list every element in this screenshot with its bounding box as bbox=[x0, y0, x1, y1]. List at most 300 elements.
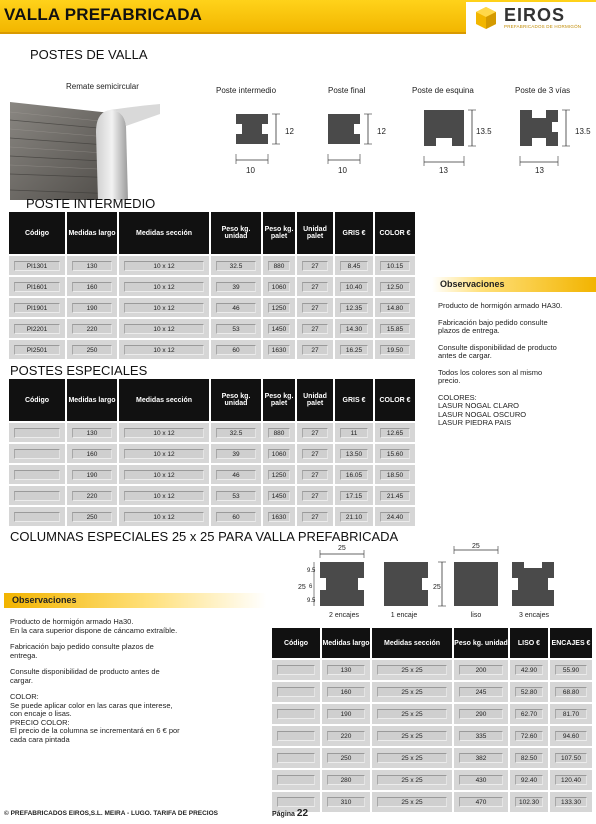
cell-value: 190 bbox=[327, 709, 365, 719]
cell-value: 32.5 bbox=[216, 261, 256, 271]
table-cell bbox=[272, 680, 322, 702]
table-cell bbox=[67, 275, 119, 296]
cell-value: 53 bbox=[216, 491, 256, 501]
cell-value bbox=[277, 687, 315, 697]
cell-value: 220 bbox=[72, 491, 112, 501]
table-cell bbox=[211, 317, 263, 338]
cell-value: 25 x 25 bbox=[377, 775, 447, 785]
cell-value: 62.70 bbox=[515, 709, 543, 719]
dim-3vias-height: 13.5 bbox=[575, 127, 591, 136]
column-header: Peso kg. unidad bbox=[454, 628, 510, 658]
table-cell bbox=[263, 421, 297, 442]
table-row bbox=[9, 484, 415, 505]
table-cell bbox=[119, 338, 211, 359]
cell-value: 27 bbox=[302, 261, 328, 271]
table-row bbox=[272, 768, 592, 790]
cell-value: 68.80 bbox=[555, 687, 587, 697]
observaciones-header-2 bbox=[4, 593, 266, 608]
cell-value bbox=[14, 470, 60, 480]
column-header: COLOR € bbox=[375, 379, 415, 421]
table-cell bbox=[322, 746, 372, 768]
table-cell bbox=[375, 275, 415, 296]
footer-page bbox=[272, 808, 308, 819]
table-cell bbox=[67, 421, 119, 442]
table-cell bbox=[297, 317, 335, 338]
profile-label-intermedio: Poste intermedio bbox=[216, 86, 277, 95]
cell-value: 55.90 bbox=[555, 665, 587, 675]
table-cell bbox=[510, 724, 550, 746]
table-cell bbox=[335, 484, 375, 505]
cell-value: 310 bbox=[327, 797, 365, 807]
table-cell bbox=[9, 254, 67, 275]
table-cell bbox=[335, 442, 375, 463]
section-title-columnas: COLUMNAS ESPECIALES 25 x 25 PARA VALLA PREFABRICADA bbox=[10, 529, 399, 544]
table-row bbox=[9, 338, 415, 359]
table-cell bbox=[375, 317, 415, 338]
cell-value: 92.40 bbox=[515, 775, 543, 785]
section-title-postes: POSTES DE VALLA bbox=[30, 47, 148, 62]
table-row bbox=[9, 463, 415, 484]
profile-esquina-diagram bbox=[418, 104, 498, 180]
profile-label-esquina: Poste de esquina bbox=[412, 86, 474, 95]
cell-value: 160 bbox=[72, 449, 112, 459]
table-cell bbox=[119, 484, 211, 505]
observation-paragraph: Consulte disponibilidad de producto antes de cargar. bbox=[438, 342, 557, 360]
cell-value: 12.35 bbox=[340, 303, 368, 313]
table-cell bbox=[335, 463, 375, 484]
cell-value: 72.60 bbox=[515, 731, 543, 741]
dim-columna-top-1: 25 bbox=[338, 545, 346, 552]
column-header: Código bbox=[272, 628, 322, 658]
table-cell bbox=[9, 317, 67, 338]
profile-label-3vias: Poste de 3 vías bbox=[515, 86, 571, 95]
cell-value: 382 bbox=[459, 753, 503, 763]
table-cell bbox=[322, 658, 372, 680]
cell-value: 10 x 12 bbox=[124, 345, 204, 355]
table-row bbox=[9, 421, 415, 442]
table-row bbox=[272, 680, 592, 702]
table-row bbox=[9, 442, 415, 463]
column-header: Medidas largo bbox=[67, 379, 119, 421]
table-cell bbox=[67, 254, 119, 275]
columna-type-liso: liso bbox=[470, 612, 482, 619]
cell-value: 10 x 12 bbox=[124, 470, 204, 480]
cell-value: 25 x 25 bbox=[377, 665, 447, 675]
cell-value: 81.70 bbox=[555, 709, 587, 719]
column-header: Peso kg. palet bbox=[263, 212, 297, 254]
cell-value: 16.05 bbox=[340, 470, 368, 480]
table-row bbox=[9, 254, 415, 275]
table-cell bbox=[335, 317, 375, 338]
table-cell bbox=[272, 768, 322, 790]
cell-value: 8.45 bbox=[340, 261, 368, 271]
table-cell bbox=[322, 680, 372, 702]
cell-value: 21.10 bbox=[340, 512, 368, 522]
observaciones-text-1 bbox=[438, 302, 594, 436]
profile-label-final: Poste final bbox=[328, 86, 366, 95]
column-header: ENCAJES € bbox=[550, 628, 592, 658]
table-cell bbox=[372, 768, 454, 790]
table-cell bbox=[322, 724, 372, 746]
cell-value bbox=[277, 665, 315, 675]
table-cell bbox=[454, 658, 510, 680]
cell-value: 27 bbox=[302, 470, 328, 480]
cell-value: 190 bbox=[72, 470, 112, 480]
cell-value: 27 bbox=[302, 345, 328, 355]
cell-value: 94.60 bbox=[555, 731, 587, 741]
table-cell bbox=[297, 296, 335, 317]
table-poste-intermedio bbox=[9, 212, 415, 359]
table-cell bbox=[375, 505, 415, 526]
cell-value: 10 x 12 bbox=[124, 428, 204, 438]
table-cell bbox=[454, 768, 510, 790]
cell-value: 200 bbox=[459, 665, 503, 675]
cell-value: PI1601 bbox=[14, 282, 60, 292]
cell-value: 13.50 bbox=[340, 449, 368, 459]
cell-value: 10 x 12 bbox=[124, 512, 204, 522]
observation-paragraph: Producto de hormigón armado HA30. bbox=[438, 301, 563, 310]
logo-cube-icon bbox=[474, 6, 498, 30]
observation-paragraph: COLOR: Se puede aplicar color en las caras que interese, con encaje o lisas. PRECIO COLOR: El precio de la columna se incrementará en 6 € por cada cara pintada bbox=[10, 692, 180, 744]
section-title-intermedio: POSTE INTERMEDIO bbox=[26, 196, 156, 211]
dim-3vias-width: 13 bbox=[535, 166, 544, 175]
footer-page-number: 22 bbox=[296, 808, 309, 819]
dim-final-width: 10 bbox=[338, 166, 347, 175]
table-cell bbox=[297, 338, 335, 359]
cell-value: 14.80 bbox=[380, 303, 410, 313]
cell-value: 82.50 bbox=[515, 753, 543, 763]
dim-columna-top-2: 25 bbox=[472, 543, 480, 550]
cell-value: 16.25 bbox=[340, 345, 368, 355]
column-header: LISO € bbox=[510, 628, 550, 658]
table-cell bbox=[550, 680, 592, 702]
cell-value: 107.50 bbox=[555, 753, 587, 763]
table-cell bbox=[335, 275, 375, 296]
table-cell bbox=[9, 421, 67, 442]
table-row bbox=[272, 746, 592, 768]
cell-value: 10.15 bbox=[380, 261, 410, 271]
table-cell bbox=[297, 254, 335, 275]
cell-value: 46 bbox=[216, 470, 256, 480]
cell-value: 10 x 12 bbox=[124, 303, 204, 313]
cell-value: 130 bbox=[327, 665, 365, 675]
cell-value: 1060 bbox=[268, 282, 290, 292]
column-header: Medidas sección bbox=[372, 628, 454, 658]
dim-columna-c: 9.5 bbox=[307, 598, 316, 604]
cell-value bbox=[277, 731, 315, 741]
table-cell bbox=[510, 702, 550, 724]
table-cell bbox=[510, 790, 550, 812]
cell-value: 27 bbox=[302, 428, 328, 438]
observation-paragraph: Producto de hormigón armado Ha30. En la cara superior dispone de cáncamo extraíble. bbox=[10, 617, 178, 635]
cell-value: 27 bbox=[302, 512, 328, 522]
cell-value: 60 bbox=[216, 345, 256, 355]
table-cell bbox=[263, 296, 297, 317]
table-cell bbox=[510, 680, 550, 702]
cell-value: 250 bbox=[327, 753, 365, 763]
table-cell bbox=[9, 463, 67, 484]
cell-value: 130 bbox=[72, 428, 112, 438]
table-row bbox=[272, 790, 592, 812]
cell-value: PI2201 bbox=[14, 324, 60, 334]
column-header: Código bbox=[9, 212, 67, 254]
table-cell bbox=[67, 338, 119, 359]
table-postes-especiales bbox=[9, 379, 415, 526]
cell-value: 290 bbox=[459, 709, 503, 719]
table-cell bbox=[550, 658, 592, 680]
observaciones-text-2 bbox=[10, 618, 260, 752]
table-cell bbox=[550, 768, 592, 790]
cell-value: 25 x 25 bbox=[377, 731, 447, 741]
cell-value: 1630 bbox=[268, 345, 290, 355]
cell-value: 250 bbox=[72, 512, 112, 522]
cell-value: 245 bbox=[459, 687, 503, 697]
column-header: COLOR € bbox=[375, 212, 415, 254]
table-cell bbox=[263, 484, 297, 505]
cell-value bbox=[277, 797, 315, 807]
cell-value: 19.50 bbox=[380, 345, 410, 355]
dim-columna-side-2: 25 bbox=[433, 584, 441, 591]
cell-value: 1450 bbox=[268, 324, 290, 334]
table-columnas bbox=[272, 628, 592, 812]
column-header: Medidas sección bbox=[119, 212, 211, 254]
table-cell bbox=[211, 463, 263, 484]
dim-columna-a: 9.5 bbox=[307, 568, 316, 574]
footer-company: © PREFABRICADOS EIROS,S.L. MEIRA - LUGO. TARIFA DE PRECIOS bbox=[4, 810, 219, 817]
cell-value: 880 bbox=[268, 261, 290, 271]
cell-value: 880 bbox=[268, 428, 290, 438]
table-cell bbox=[335, 254, 375, 275]
cell-value: 160 bbox=[327, 687, 365, 697]
table-cell bbox=[263, 317, 297, 338]
table-cell bbox=[454, 680, 510, 702]
photo-caption: Remate semicircular bbox=[66, 82, 139, 91]
table-cell bbox=[67, 296, 119, 317]
table-row bbox=[9, 505, 415, 526]
cell-value: 10 x 12 bbox=[124, 261, 204, 271]
table-cell bbox=[272, 724, 322, 746]
cell-value: 32.5 bbox=[216, 428, 256, 438]
cell-value: 430 bbox=[459, 775, 503, 785]
cell-value: 27 bbox=[302, 449, 328, 459]
table-cell bbox=[322, 790, 372, 812]
observation-paragraph: Todos los colores son al mismo precio. bbox=[438, 367, 543, 385]
dim-intermedio-height: 12 bbox=[285, 127, 294, 136]
cell-value: 52.80 bbox=[515, 687, 543, 697]
table-cell bbox=[375, 254, 415, 275]
table-cell bbox=[297, 484, 335, 505]
table-cell bbox=[9, 275, 67, 296]
cell-value: 21.45 bbox=[380, 491, 410, 501]
observation-paragraph: Fabricación bajo pedido consulte plazos de entrega. bbox=[10, 642, 154, 660]
table-cell bbox=[119, 442, 211, 463]
table-cell bbox=[211, 338, 263, 359]
dim-columna-b: 6 bbox=[309, 584, 313, 590]
dim-columna-side-1: 25 bbox=[298, 584, 306, 591]
cell-value: 27 bbox=[302, 491, 328, 501]
dim-esquina-height: 13.5 bbox=[476, 127, 492, 136]
cell-value: 133.30 bbox=[555, 797, 587, 807]
table-cell bbox=[297, 275, 335, 296]
dim-final-height: 12 bbox=[377, 127, 386, 136]
table-cell bbox=[67, 463, 119, 484]
table-cell bbox=[335, 505, 375, 526]
brand-name: EIROS bbox=[504, 5, 566, 25]
cell-value bbox=[277, 775, 315, 785]
table-cell bbox=[263, 254, 297, 275]
observation-paragraph: Consulte disponibilidad de producto antes de cargar. bbox=[10, 667, 160, 685]
cell-value: 10 x 12 bbox=[124, 491, 204, 501]
column-header: Código bbox=[9, 379, 67, 421]
table-cell bbox=[211, 505, 263, 526]
table-header-row bbox=[9, 379, 415, 421]
table-cell bbox=[9, 505, 67, 526]
table-cell bbox=[454, 724, 510, 746]
table-cell bbox=[119, 463, 211, 484]
table-cell bbox=[510, 768, 550, 790]
cell-value: 15.60 bbox=[380, 449, 410, 459]
cell-value: 280 bbox=[327, 775, 365, 785]
table-cell bbox=[119, 317, 211, 338]
columna-type-3-encajes: 3 encajes bbox=[519, 612, 549, 619]
table-cell bbox=[550, 790, 592, 812]
cell-value: 220 bbox=[72, 324, 112, 334]
cell-value: 15.85 bbox=[380, 324, 410, 334]
table-cell bbox=[263, 275, 297, 296]
cell-value: 53 bbox=[216, 324, 256, 334]
table-cell bbox=[67, 505, 119, 526]
table-cell bbox=[272, 702, 322, 724]
cell-value: 39 bbox=[216, 282, 256, 292]
table-cell bbox=[119, 254, 211, 275]
table-cell bbox=[375, 442, 415, 463]
table-cell bbox=[550, 724, 592, 746]
table-cell bbox=[335, 338, 375, 359]
table-cell bbox=[372, 746, 454, 768]
column-header: Unidad palet bbox=[297, 212, 335, 254]
observaciones-header-1 bbox=[432, 277, 596, 292]
table-row bbox=[272, 724, 592, 746]
table-cell bbox=[119, 505, 211, 526]
cell-value: 11 bbox=[340, 428, 368, 438]
table-cell bbox=[375, 463, 415, 484]
cell-value: 1250 bbox=[268, 303, 290, 313]
table-cell bbox=[67, 484, 119, 505]
cell-value bbox=[14, 449, 60, 459]
fence-post-photo bbox=[10, 92, 160, 200]
columna-type-1-encaje: 1 encaje bbox=[390, 612, 418, 619]
table-cell bbox=[297, 442, 335, 463]
table-cell bbox=[550, 702, 592, 724]
cell-value: 1250 bbox=[268, 470, 290, 480]
table-cell bbox=[211, 254, 263, 275]
table-cell bbox=[9, 296, 67, 317]
cell-value: PI1301 bbox=[14, 261, 60, 271]
table-cell bbox=[454, 790, 510, 812]
table-cell bbox=[372, 724, 454, 746]
cell-value: 1450 bbox=[268, 491, 290, 501]
table-cell bbox=[272, 658, 322, 680]
table-cell bbox=[211, 442, 263, 463]
cell-value: 42.90 bbox=[515, 665, 543, 675]
table-cell bbox=[372, 790, 454, 812]
brand-logo bbox=[466, 2, 596, 34]
observation-paragraph: COLORES: LASUR NOGAL CLARO LASUR NOGAL OSCURO LASUR PIEDRA PAIS bbox=[438, 392, 527, 427]
cell-value: 1060 bbox=[268, 449, 290, 459]
cell-value: 10 x 12 bbox=[124, 282, 204, 292]
profile-3vias-diagram bbox=[512, 104, 592, 180]
cell-value: 10 x 12 bbox=[124, 449, 204, 459]
table-cell bbox=[454, 702, 510, 724]
table-header-row bbox=[9, 212, 415, 254]
table-cell bbox=[335, 421, 375, 442]
table-cell bbox=[119, 296, 211, 317]
table-cell bbox=[119, 275, 211, 296]
cell-value: 25 x 25 bbox=[377, 687, 447, 697]
column-header: Medidas largo bbox=[322, 628, 372, 658]
profile-final-diagram bbox=[320, 108, 392, 180]
table-cell bbox=[211, 275, 263, 296]
table-cell bbox=[263, 442, 297, 463]
table-cell bbox=[335, 296, 375, 317]
table-cell bbox=[119, 421, 211, 442]
table-cell bbox=[375, 484, 415, 505]
cell-value: PI1901 bbox=[14, 303, 60, 313]
cell-value bbox=[14, 428, 60, 438]
columna-type-2-encajes: 2 encajes bbox=[329, 612, 359, 619]
cell-value: 24.40 bbox=[380, 512, 410, 522]
profile-intermedio-diagram bbox=[228, 108, 300, 180]
cell-value: 102.30 bbox=[515, 797, 543, 807]
observaciones-title-2: Observaciones bbox=[12, 595, 77, 605]
cell-value: 470 bbox=[459, 797, 503, 807]
table-cell bbox=[263, 505, 297, 526]
cell-value: 12.65 bbox=[380, 428, 410, 438]
table-cell bbox=[297, 463, 335, 484]
dim-esquina-width: 13 bbox=[439, 166, 448, 175]
cell-value: PI2501 bbox=[14, 345, 60, 355]
cell-value: 120.40 bbox=[555, 775, 587, 785]
table-cell bbox=[297, 505, 335, 526]
table-row bbox=[9, 317, 415, 338]
table-cell bbox=[372, 680, 454, 702]
cell-value: 10.40 bbox=[340, 282, 368, 292]
table-cell bbox=[322, 768, 372, 790]
table-cell bbox=[510, 658, 550, 680]
table-cell bbox=[263, 338, 297, 359]
cell-value: 60 bbox=[216, 512, 256, 522]
cell-value: 27 bbox=[302, 282, 328, 292]
table-cell bbox=[372, 702, 454, 724]
table-cell bbox=[9, 442, 67, 463]
cell-value: 25 x 25 bbox=[377, 797, 447, 807]
table-cell bbox=[510, 746, 550, 768]
cell-value: 335 bbox=[459, 731, 503, 741]
table-cell bbox=[67, 442, 119, 463]
section-title-especiales: POSTES ESPECIALES bbox=[10, 363, 148, 378]
table-cell bbox=[375, 296, 415, 317]
cell-value: 14.30 bbox=[340, 324, 368, 334]
table-header-row bbox=[272, 628, 592, 658]
cell-value: 46 bbox=[216, 303, 256, 313]
brand-subtitle: PREFABRICADOS DE HORMIGÓN bbox=[504, 24, 582, 29]
table-cell bbox=[9, 338, 67, 359]
cell-value: 27 bbox=[302, 303, 328, 313]
column-header: Medidas largo bbox=[67, 212, 119, 254]
column-header: GRIS € bbox=[335, 212, 375, 254]
table-cell bbox=[550, 746, 592, 768]
column-header: GRIS € bbox=[335, 379, 375, 421]
